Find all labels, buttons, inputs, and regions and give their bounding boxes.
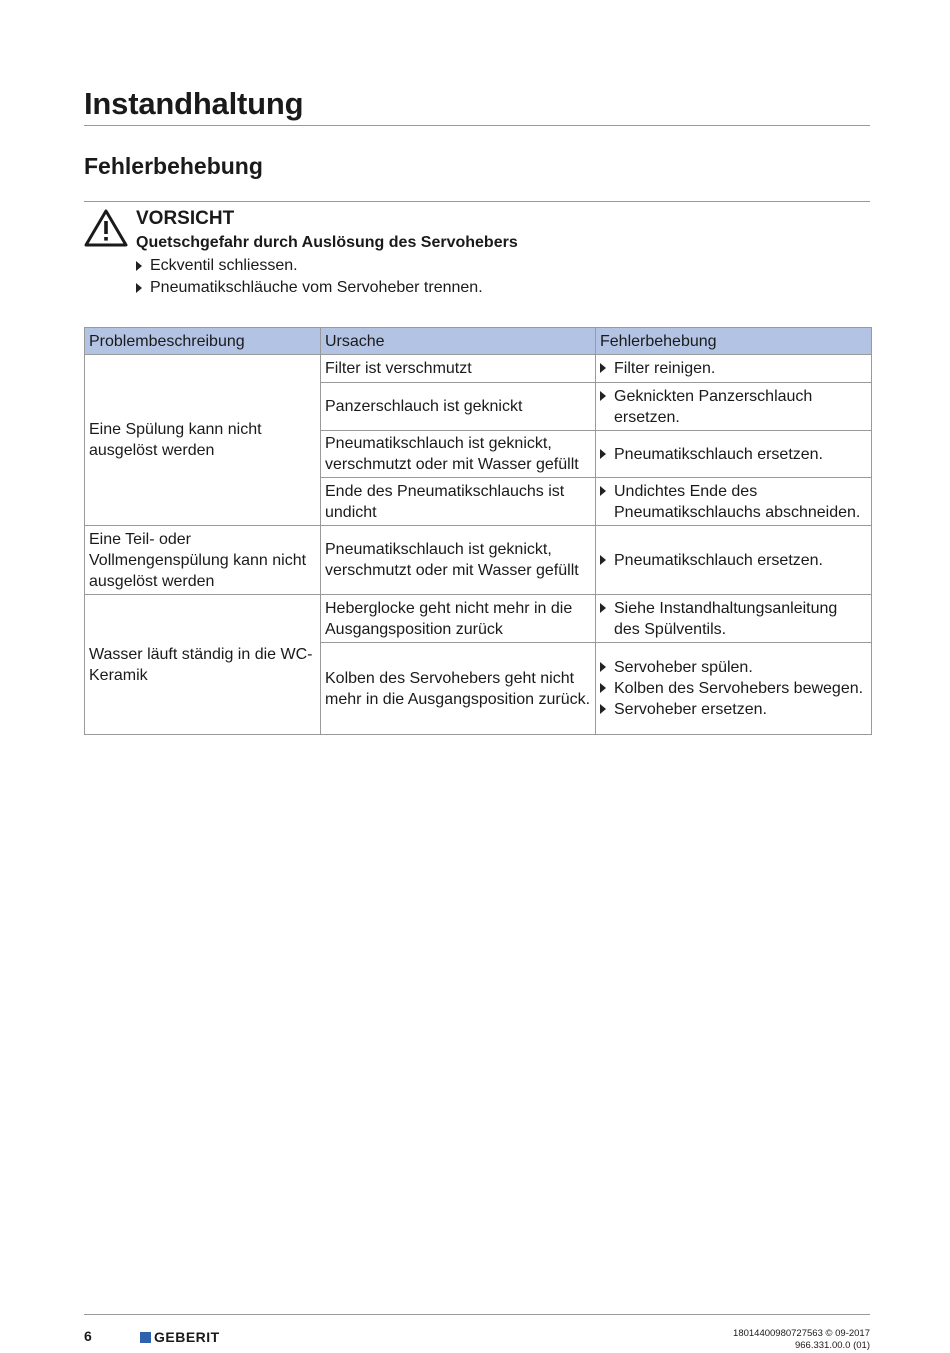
brand-name: GEBERIT [154,1329,220,1345]
header-cause: Ursache [321,328,596,355]
warning-title: VORSICHT [136,208,235,229]
troubleshooting-table [84,327,872,735]
bullet-arrow-icon [136,283,142,293]
warning-step: Eckventil schliessen. [136,256,483,278]
problem-cell: Eine Teil- oder Vollmengenspülung kann nicht ausgelöst werden [85,526,321,595]
header-problem: Problembeschreibung [85,328,321,355]
bullet-arrow-icon [600,662,606,672]
table-row [85,526,872,595]
bullet-arrow-icon [600,449,606,459]
bullet-arrow-icon [600,486,606,496]
section-title: Fehlerbehebung [84,153,263,179]
section-divider [84,201,870,202]
cause-cell: Heberglocke geht nicht mehr in die Ausgangsposition zurück [321,595,596,643]
footer-divider [84,1314,870,1315]
document-meta [733,1328,870,1352]
brand-logo [140,1329,220,1345]
table-row [85,595,872,643]
page-number: 6 [84,1328,92,1344]
document-number: 966.331.00.0 (01) [794,1340,870,1351]
cause-cell: Pneumatikschlauch ist geknickt, verschmutzt oder mit Wasser gefüllt [321,431,596,478]
bullet-arrow-icon [600,555,606,565]
document-id: 18014400980727563 © 09-2017 [733,1328,870,1339]
bullet-arrow-icon [600,391,606,401]
warning-step: Pneumatikschläuche vom Servoheber trennen. [136,278,483,300]
bullet-arrow-icon [600,363,606,373]
page-title: Instandhaltung [84,86,304,121]
table-header-row [85,328,872,355]
fix-cell: Siehe Instandhaltungsanleitung des Spülventils. [596,595,872,643]
fix-cell: Pneumatikschlauch ersetzen. [596,431,872,478]
title-divider [84,125,870,126]
fix-cell: Servoheber spülen. Kolben des Servohebers bewegen. Servoheber ersetzen. [596,643,872,735]
warning-triangle-icon [84,208,128,248]
warning-hazard: Quetschgefahr durch Auslösung des Servohebers [136,234,518,251]
bullet-arrow-icon [600,704,606,714]
cause-cell: Panzerschlauch ist geknickt [321,383,596,431]
bullet-arrow-icon [600,603,606,613]
bullet-arrow-icon [136,261,142,271]
cause-cell: Filter ist verschmutzt [321,355,596,383]
header-fix: Fehlerbehebung [596,328,872,355]
table-row [85,355,872,383]
problem-cell: Eine Spülung kann nicht ausgelöst werden [85,355,321,526]
bullet-arrow-icon [600,683,606,693]
logo-square-icon [140,1332,151,1343]
fix-cell: Geknickten Panzerschlauch ersetzen. [596,383,872,431]
cause-cell: Pneumatikschlauch ist geknickt, verschmutzt oder mit Wasser gefüllt [321,526,596,595]
fix-cell: Undichtes Ende des Pneumatikschlauchs abschneiden. [596,478,872,526]
warning-steps [136,256,483,300]
problem-cell: Wasser läuft ständig in die WC-Keramik [85,595,321,735]
fix-cell: Pneumatikschlauch ersetzen. [596,526,872,595]
fix-cell: Filter reinigen. [596,355,872,383]
cause-cell: Kolben des Servohebers geht nicht mehr in die Ausgangsposition zurück. [321,643,596,735]
cause-cell: Ende des Pneumatikschlauchs ist undicht [321,478,596,526]
